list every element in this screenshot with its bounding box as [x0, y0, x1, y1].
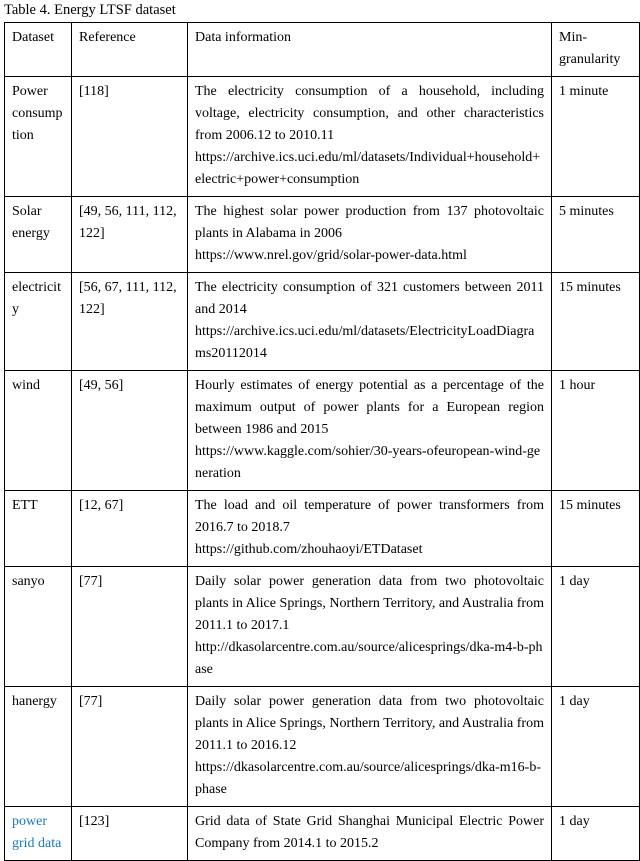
- data-information-cell: [188, 807, 552, 861]
- dataset-description: The electricity consumption of 321 customers between 2011 and 2014: [195, 280, 544, 317]
- col-header-min-granularity: Min-granularity: [552, 23, 640, 77]
- table-row: [5, 77, 640, 197]
- min-granularity-cell: 1 day: [552, 687, 640, 807]
- data-information-cell: [188, 197, 552, 273]
- data-information-cell: [188, 371, 552, 491]
- dataset-name-cell: [5, 371, 72, 491]
- dataset-description: The load and oil temperature of power transformers from 2016.7 to 2018.7: [195, 498, 544, 535]
- reference-cell: [49, 56, 111, 112, 122]: [72, 197, 188, 273]
- dataset-description: Daily solar power generation data from two photovoltaic plants in Alice Springs, Northern Territory, and Australia from 2011.1 to 2016.12: [195, 694, 544, 753]
- col-header-dataset: Dataset: [5, 23, 72, 77]
- dataset-url: https://dkasolarcentre.com.au/source/alicesprings/dka-m16-b-phase: [195, 760, 542, 797]
- dataset-name: electricity: [12, 280, 61, 317]
- table-row: [5, 491, 640, 567]
- min-granularity-cell: 15 minutes: [552, 273, 640, 371]
- dataset-url: http://dkasolarcentre.com.au/source/alicesprings/dka-m4-b-phase: [195, 640, 543, 677]
- dataset-description: The highest solar power production from 137 photovoltaic plants in Alabama in 2006: [195, 204, 544, 241]
- min-granularity-cell: 1 day: [552, 567, 640, 687]
- col-header-reference: Reference: [72, 23, 188, 77]
- dataset-description: The electricity consumption of a household, including voltage, electricity consumption, and other characteristics from 2006.12 to 2010.11: [195, 84, 544, 143]
- reference-cell: [77]: [72, 567, 188, 687]
- dataset-name-cell: [5, 273, 72, 371]
- col-header-data-information: Data information: [188, 23, 552, 77]
- dataset-name: hanergy: [12, 694, 57, 709]
- dataset-url: https://www.nrel.gov/grid/solar-power-data.html: [195, 248, 467, 263]
- reference-cell: [118]: [72, 77, 188, 197]
- dataset-description: Daily solar power generation data from two photovoltaic plants in Alice Springs, Northern Territory, and Australia from 2011.1 to 2017.1: [195, 574, 544, 633]
- data-information-cell: [188, 273, 552, 371]
- min-granularity-cell: 1 day: [552, 807, 640, 861]
- reference-cell: [12, 67]: [72, 491, 188, 567]
- dataset-name-cell: [5, 687, 72, 807]
- table-row: [5, 807, 640, 861]
- reference-cell: [123]: [72, 807, 188, 861]
- dataset-url: https://github.com/zhouhaoyi/ETDataset: [195, 542, 423, 557]
- data-information-cell: [188, 77, 552, 197]
- dataset-url: https://archive.ics.uci.edu/ml/datasets/Individual+household+electric+power+consumption: [195, 150, 541, 187]
- dataset-name: sanyo: [12, 574, 45, 589]
- reference-cell: [49, 56]: [72, 371, 188, 491]
- reference-cell: [56, 67, 111, 112, 122]: [72, 273, 188, 371]
- data-information-cell: [188, 491, 552, 567]
- dataset-description: Hourly estimates of energy potential as a percentage of the maximum output of power plants for a European region between 1986 and 2015: [195, 378, 544, 437]
- header-row: [5, 23, 640, 77]
- dataset-name: Solar energy: [12, 204, 50, 241]
- dataset-name-cell: [5, 567, 72, 687]
- table-row: [5, 567, 640, 687]
- min-granularity-cell: 15 minutes: [552, 491, 640, 567]
- table-row: [5, 687, 640, 807]
- dataset-name: ETT: [12, 498, 38, 513]
- min-granularity-cell: 1 hour: [552, 371, 640, 491]
- dataset-url: https://archive.ics.uci.edu/ml/datasets/ElectricityLoadDiagrams20112014: [195, 324, 535, 361]
- table-row: [5, 273, 640, 371]
- table-body: [5, 77, 640, 861]
- dataset-name-cell: [5, 491, 72, 567]
- energy-ltsf-dataset-table: [4, 22, 640, 861]
- dataset-url: https://www.kaggle.com/sohier/30-years-ofeuropean-wind-generation: [195, 444, 541, 481]
- table-row: [5, 197, 640, 273]
- table-title: Table 4. Energy LTSF dataset: [4, 2, 176, 18]
- dataset-link[interactable]: power grid data: [12, 814, 62, 851]
- dataset-description: Grid data of State Grid Shanghai Municipal Electric Power Company from 2014.1 to 2015.2: [195, 814, 544, 851]
- dataset-name: Power consumption: [12, 84, 63, 143]
- data-information-cell: [188, 687, 552, 807]
- min-granularity-cell: 5 minutes: [552, 197, 640, 273]
- min-granularity-cell: 1 minute: [552, 77, 640, 197]
- dataset-name-cell: [5, 77, 72, 197]
- dataset-name-cell: [5, 197, 72, 273]
- reference-cell: [77]: [72, 687, 188, 807]
- table-row: [5, 371, 640, 491]
- dataset-name-cell: [5, 807, 72, 861]
- dataset-name: wind: [12, 378, 40, 393]
- data-information-cell: [188, 567, 552, 687]
